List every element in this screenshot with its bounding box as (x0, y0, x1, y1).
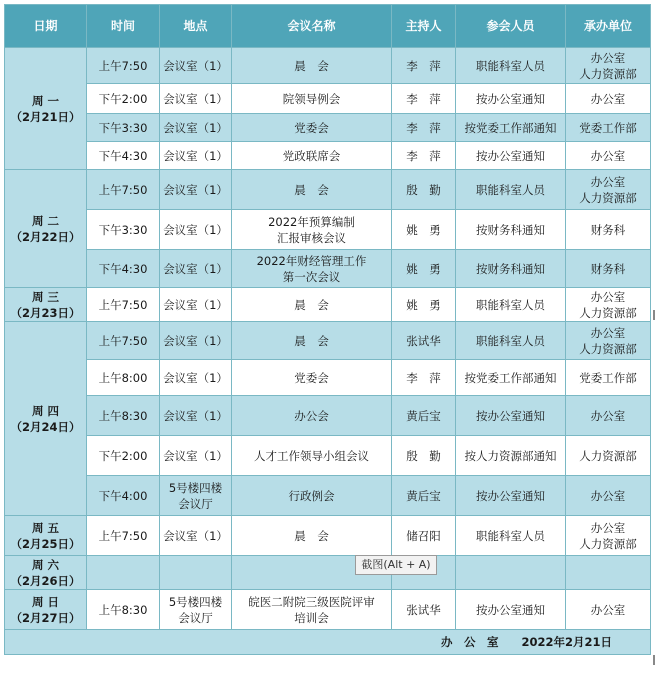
organizer-cell (566, 250, 651, 288)
cell-line: 会议室（1） (163, 222, 228, 237)
host-cell: 张试华 (392, 590, 456, 630)
weekday-label: 周 二 (31, 213, 59, 228)
meeting-name-cell (232, 322, 392, 360)
cell-line: 办公室 (590, 488, 626, 503)
cell-line: 办公室 (590, 408, 626, 423)
meeting-name-cell (232, 590, 392, 630)
place-cell (160, 84, 232, 114)
table-row (5, 360, 651, 396)
attendees-cell: 职能科室人员 (456, 322, 566, 360)
meeting-schedule-table (4, 4, 651, 655)
organizer-cell (566, 288, 651, 322)
meeting-name-cell (232, 210, 392, 250)
place-cell (160, 114, 232, 142)
header-date: 日期 (5, 5, 87, 48)
organizer-cell (566, 48, 651, 84)
attendees-cell: 按办公室通知 (456, 84, 566, 114)
place-cell (160, 476, 232, 516)
host-cell: 黄后宝 (392, 476, 456, 516)
cell-line: 党委工作部 (579, 370, 637, 385)
cell-line: 人力资源部 (579, 536, 637, 551)
attendees-cell: 职能科室人员 (456, 516, 566, 556)
cell-line: 人力资源部 (579, 448, 637, 463)
organizer-cell (566, 142, 651, 170)
attendees-cell: 职能科室人员 (456, 170, 566, 210)
date-label: （2月22日） (10, 229, 81, 244)
cell-line: 晨 会 (294, 528, 329, 543)
date-label: （2月24日） (10, 419, 81, 434)
table-row (5, 516, 651, 556)
time-cell: 上午7:50 (87, 48, 160, 84)
cell-line: 会议室（1） (163, 333, 228, 348)
header-row (5, 5, 651, 48)
attendees-cell: 按财务科通知 (456, 250, 566, 288)
footer-row (5, 630, 651, 655)
cell-line: 2022年预算编制 (268, 214, 355, 229)
cell-line: 会议室（1） (163, 448, 228, 463)
table-row (5, 476, 651, 516)
cell-line: 办公室 (590, 91, 626, 106)
table-row (5, 250, 651, 288)
meeting-name-cell (232, 84, 392, 114)
table-row (5, 142, 651, 170)
cell-line: 人力资源部 (579, 341, 637, 356)
attendees-cell: 按党委工作部通知 (456, 114, 566, 142)
day-cell (5, 170, 87, 288)
header-attendees: 参会人员 (456, 5, 566, 48)
host-cell: 黄后宝 (392, 396, 456, 436)
cell-line: 会议厅 (178, 610, 213, 625)
attendees-cell: 按办公室通知 (456, 142, 566, 170)
meeting-name-cell (232, 396, 392, 436)
attendees-cell (456, 556, 566, 590)
date-label: （2月27日） (10, 610, 81, 625)
cell-line: 办公会 (294, 408, 329, 423)
attendees-cell: 职能科室人员 (456, 48, 566, 84)
cell-line: 行政例会 (288, 488, 335, 503)
cell-line: 人力资源部 (579, 190, 637, 205)
host-cell: 李 萍 (392, 48, 456, 84)
date-label: （2月21日） (10, 109, 81, 124)
time-cell: 上午8:30 (87, 396, 160, 436)
header-host: 主持人 (392, 5, 456, 48)
cell-line: 晨 会 (294, 182, 329, 197)
table-row (5, 170, 651, 210)
place-cell (160, 556, 232, 590)
weekday-label: 周 六 (31, 557, 59, 572)
host-cell: 储召阳 (392, 516, 456, 556)
time-cell: 下午3:30 (87, 114, 160, 142)
table-row (5, 436, 651, 476)
table-row (5, 288, 651, 322)
place-cell (160, 142, 232, 170)
cell-line: 会议室（1） (163, 182, 228, 197)
organizer-cell (566, 84, 651, 114)
organizer-cell (566, 436, 651, 476)
cell-line: 会议室（1） (163, 297, 228, 312)
weekday-label: 周 四 (31, 403, 59, 418)
day-cell (5, 288, 87, 322)
weekday-label: 周 一 (31, 93, 59, 108)
meeting-name-cell (232, 360, 392, 396)
cell-line: 会议室（1） (163, 91, 228, 106)
cell-line: 财务科 (590, 261, 626, 276)
cell-line: 办公室 (590, 602, 626, 617)
screenshot-tooltip: 截图(Alt + A) (355, 555, 437, 575)
attendees-cell: 按办公室通知 (456, 590, 566, 630)
organizer-cell (566, 170, 651, 210)
cell-line: 培训会 (294, 610, 329, 625)
table-row (5, 396, 651, 436)
cell-line: 人力资源部 (579, 66, 637, 81)
attendees-cell: 按党委工作部通知 (456, 360, 566, 396)
host-cell: 姚 勇 (392, 288, 456, 322)
time-cell (87, 556, 160, 590)
date-label: （2月26日） (10, 573, 81, 588)
host-cell: 姚 勇 (392, 210, 456, 250)
time-cell: 上午7:50 (87, 322, 160, 360)
cell-line: 晨 会 (294, 297, 329, 312)
place-cell (160, 288, 232, 322)
cell-line: 会议室（1） (163, 261, 228, 276)
place-cell (160, 590, 232, 630)
cell-line: 办公室 (590, 289, 626, 304)
cell-line: 办公室 (590, 50, 626, 65)
organizer-cell (566, 360, 651, 396)
attendees-cell: 按办公室通知 (456, 396, 566, 436)
host-cell: 李 萍 (392, 84, 456, 114)
cell-line: 2022年财经管理工作 (256, 253, 367, 268)
time-cell: 下午4:00 (87, 476, 160, 516)
cell-line: 5号楼四楼 (168, 594, 223, 609)
day-cell (5, 516, 87, 556)
organizer-cell (566, 210, 651, 250)
cell-line: 人才工作领导小组会议 (254, 448, 369, 463)
time-cell: 下午2:00 (87, 436, 160, 476)
host-cell: 李 萍 (392, 114, 456, 142)
time-cell: 上午8:00 (87, 360, 160, 396)
host-cell: 李 萍 (392, 360, 456, 396)
attendees-cell: 职能科室人员 (456, 288, 566, 322)
attendees-cell: 按人力资源部通知 (456, 436, 566, 476)
organizer-cell (566, 322, 651, 360)
cell-line: 办公室 (590, 520, 626, 535)
host-cell: 张试华 (392, 322, 456, 360)
cell-line: 会议室（1） (163, 408, 228, 423)
meeting-name-cell (232, 288, 392, 322)
cell-line: 党政联席会 (282, 148, 341, 163)
place-cell (160, 322, 232, 360)
cell-line: 财务科 (590, 222, 626, 237)
weekday-label: 周 五 (31, 520, 59, 535)
place-cell (160, 436, 232, 476)
meeting-name-cell (232, 114, 392, 142)
cell-line: 晨 会 (294, 58, 329, 73)
meeting-name-cell (232, 516, 392, 556)
table-row (5, 210, 651, 250)
organizer-cell (566, 114, 651, 142)
time-cell: 下午4:30 (87, 250, 160, 288)
meeting-name-cell (232, 250, 392, 288)
organizer-cell (566, 476, 651, 516)
day-cell (5, 48, 87, 170)
organizer-cell (566, 556, 651, 590)
weekday-label: 周 日 (31, 594, 59, 609)
time-cell: 下午4:30 (87, 142, 160, 170)
header-organizer: 承办单位 (566, 5, 651, 48)
host-cell: 姚 勇 (392, 250, 456, 288)
cell-line: 第一次会议 (282, 269, 341, 284)
time-cell: 上午7:50 (87, 516, 160, 556)
meeting-name-cell (232, 48, 392, 84)
host-cell: 李 萍 (392, 142, 456, 170)
date-label: （2月23日） (10, 305, 81, 320)
attendees-cell: 按财务科通知 (456, 210, 566, 250)
place-cell (160, 210, 232, 250)
scroll-marker (653, 655, 655, 665)
cell-line: 党委工作部 (579, 120, 637, 135)
meeting-name-cell (232, 476, 392, 516)
organizer-cell (566, 396, 651, 436)
place-cell (160, 396, 232, 436)
cell-line: 院领导例会 (282, 91, 341, 106)
cell-line: 会议室（1） (163, 528, 228, 543)
meeting-name-cell (232, 170, 392, 210)
host-cell: 殷 勤 (392, 436, 456, 476)
place-cell (160, 360, 232, 396)
footer-signature: 办 公 室 2022年2月21日 (5, 630, 651, 655)
cell-line: 办公室 (590, 148, 626, 163)
date-label: （2月25日） (10, 536, 81, 551)
cell-line: 办公室 (590, 174, 626, 189)
meeting-name-cell (232, 436, 392, 476)
day-cell (5, 590, 87, 630)
host-cell: 殷 勤 (392, 170, 456, 210)
cell-line: 会议室（1） (163, 58, 228, 73)
header-place: 地点 (160, 5, 232, 48)
header-meeting-name: 会议名称 (232, 5, 392, 48)
cell-line: 会议厅 (178, 496, 213, 511)
time-cell: 下午2:00 (87, 84, 160, 114)
day-cell (5, 556, 87, 590)
attendees-cell: 按办公室通知 (456, 476, 566, 516)
cell-line: 会议室（1） (163, 370, 228, 385)
header-time: 时间 (87, 5, 160, 48)
place-cell (160, 516, 232, 556)
time-cell: 上午7:50 (87, 288, 160, 322)
table-row (5, 48, 651, 84)
cell-line: 5号楼四楼 (168, 480, 223, 495)
day-cell (5, 322, 87, 516)
scroll-marker (653, 310, 655, 320)
table-row (5, 322, 651, 360)
table-row (5, 556, 651, 590)
organizer-cell (566, 516, 651, 556)
time-cell: 下午3:30 (87, 210, 160, 250)
table-row (5, 590, 651, 630)
cell-line: 人力资源部 (579, 305, 637, 320)
meeting-name-cell (232, 142, 392, 170)
cell-line: 会议室（1） (163, 148, 228, 163)
table-row (5, 84, 651, 114)
place-cell (160, 250, 232, 288)
weekday-label: 周 三 (31, 289, 59, 304)
time-cell: 上午7:50 (87, 170, 160, 210)
cell-line: 会议室（1） (163, 120, 228, 135)
time-cell: 上午8:30 (87, 590, 160, 630)
cell-line: 晨 会 (294, 333, 329, 348)
cell-line: 办公室 (590, 325, 626, 340)
place-cell (160, 170, 232, 210)
cell-line: 党委会 (294, 120, 329, 135)
table-row (5, 114, 651, 142)
place-cell (160, 48, 232, 84)
cell-line: 党委会 (294, 370, 329, 385)
organizer-cell (566, 590, 651, 630)
cell-line: 皖医二附院三级医院评审 (248, 594, 375, 609)
cell-line: 汇报审核会议 (277, 230, 346, 245)
